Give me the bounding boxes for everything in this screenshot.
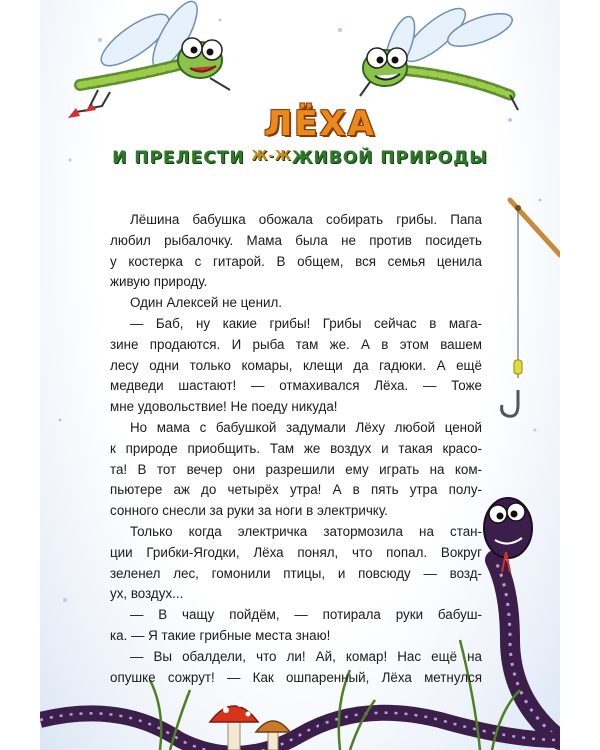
book-page — [40, 0, 560, 750]
text-line: ух, воздух... — [110, 586, 184, 602]
text-line: — В чащу пойдём, — потирала руки бабуш- — [130, 607, 482, 623]
text-line: зеленел лес, гомонили птицы, и повсюду — возд- — [110, 565, 482, 581]
mushrooms — [210, 701, 290, 750]
text-line: — Баб, ну какие грибы! Грибы сейчас в мага- — [130, 315, 482, 331]
title-subtitle-suffix: ЖИВОЙ ПРИРОДЫ — [291, 148, 488, 168]
text-line: пьютере аж до четырёх утра! А в пять утра полу- — [110, 482, 482, 498]
text-line: лесу одни только комары, клещи да гадюки. А ещё — [110, 357, 482, 373]
page-number: 7 — [317, 718, 324, 730]
text-line: опушке сожрут! — Как ошпаренный, Лёха метнулся — [110, 669, 482, 685]
fishing-rod-hook — [502, 200, 560, 416]
title-subtitle-prefix: И ПРЕЛЕСТИ — [112, 148, 252, 168]
dragonfly-right — [360, 1, 518, 110]
text-line: живую природу. — [110, 274, 208, 290]
text-line: к природе приобщить. Там же воздух и такая красо- — [110, 440, 482, 456]
story-text — [110, 210, 482, 688]
text-line: та! В тот вечер они разрешили ему играть на ком- — [110, 461, 482, 477]
title-main: ЛЁХА — [264, 104, 376, 144]
dragonfly-left — [68, 0, 230, 118]
text-line: сонного снесли за руки за ноги в электричку. — [110, 503, 388, 519]
text-line: Только когда электричка затормозила на стан- — [130, 523, 482, 539]
text-line: у костерка с гитарой. В общем, вся семья ценила — [110, 253, 482, 269]
title-subtitle-stutter: Ж-Ж — [251, 149, 292, 164]
text-line: Но мама с бабушкой задумали Лёху любой ценой — [130, 419, 482, 435]
text-line: любил рыбалочку. Мама была не против посидеть — [110, 232, 482, 248]
text-line: Лёшина бабушка обожала собирать грибы. Папа — [130, 212, 482, 227]
text-line: мне удовольствие! Не поеду никуда! — [110, 399, 338, 415]
text-line: — Вы обалдели, что ли! Ай, комар! Нас ещё на — [130, 648, 482, 664]
text-line: ка. — Я такие грибные места знаю! — [110, 627, 331, 643]
text-line: ции Грибки-Ягодки, Лёха понял, что попал. Вокруг — [110, 544, 482, 560]
title-subtitle — [40, 148, 560, 168]
text-line: зине продаются. И рыба там же. А в этом вашем — [110, 336, 482, 352]
text-line: медведи шастают! — отмахивался Лёха. — Тоже — [110, 378, 482, 394]
text-line: Один Алексей не ценил. — [130, 295, 283, 311]
